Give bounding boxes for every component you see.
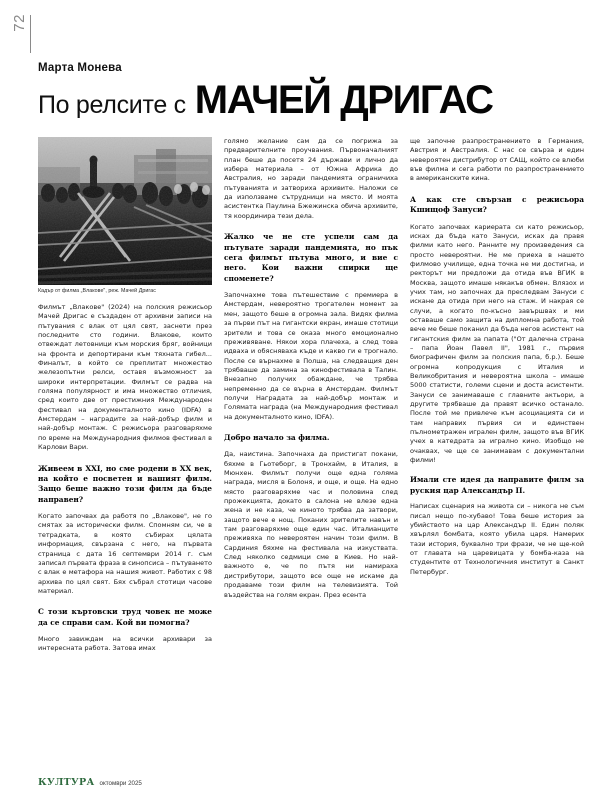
question-3: Жалко че не сте успели сам да пътувате заради пандемията, но пък сега филмът пътува много, и вие с него. Кои важни спирки ще споменете?: [224, 232, 398, 283]
question-1: Живеем в XXI, но сме родени в XX век, на който е посветен и вашият филм. Защо беше важно този филм да бъде направен?: [38, 463, 212, 504]
question-6: Имали сте идея да направите филм за руския цар Александър II.: [410, 475, 584, 495]
paragraph-continued-1: голямо желание сам да се погрижа за предварителните проучвания. Първоначалният план беше да посетя 24 държави и лично да избера материала – от Южна Африка до Австралия, но заради пандемията ограничиха пътуванията и затвориха архивите. Наложи се да използваме сътрудници на място. И моята асистентка Паулина Бжежинска обича архивите, тя координира тези дела.: [224, 137, 398, 220]
answer-2: Много завиждам на всички архивари за интересната работа. Затова имах: [38, 635, 212, 653]
article-photo: [38, 137, 212, 285]
folio: [12, 14, 31, 53]
folio-divider: [30, 15, 31, 53]
question-2: С този къртовски труд човек не може да се справи сам. Кой ви помогна?: [38, 607, 212, 627]
column-3: [410, 137, 584, 769]
footer: [38, 777, 142, 788]
question-4: Добро начало за филма.: [224, 432, 330, 442]
answer-4: Да, наистина. Започнаха да пристигат покани, бяхме в Гьотеборг, в Тронхайм, в Италия, в Мюнхен. Филмът получи още една голяма награда, мисля в Болоня, и още, и още. На едно място разговаряхме час и половина след прожекцията, докато в салона не влезе една жена и не каза, че киното трябва да затвори, защото вече е нощ. Поканих зрителите навън и там разговаряхме още един час. Италианците преживяха по невероятен начин този филм. В Сардиния бяхме на фестивала на изкуствата. След няколко седмици сме в Киев. Но най-важното е, че по пътя ни намираха дистрибутори, защото все още не искаме да продаваме този филм на телевизията. Той въздейства на голям екран. През есента: [224, 450, 398, 599]
answer-1: Когато започвах да работя по „Влакове", не го смятах за исторически филм. Спомням си, че в тетрадката, в която събирах цялата информация, свързана с него, на първата страница с дата 16 септември 2014 г. съм записал първата фраза в синопсиса – пътуването с влак е метафора на нашия живот. Работих с 98 архива по цял свят. Бях събрал стотици часове материал.: [38, 512, 212, 595]
question-5: А как сте свързан с режисьора Кшищоф Зануси?: [410, 194, 584, 215]
page-number: 72: [11, 14, 28, 32]
headline-prefix: По релсите с: [38, 91, 186, 119]
page-title: [38, 78, 594, 122]
paragraph-continued-2: ще започне разпространението в Германия, Австрия и Австралия. С нас се свърза и един невероятен дистрибутор от САЩ, който се влюби във филма и сега работи по разпространението в американските кина.: [410, 137, 584, 183]
magazine-logo: КУЛТУРА: [38, 777, 95, 788]
issue-date: октомври 2025: [99, 780, 142, 787]
author-byline: Марта Монева: [38, 62, 122, 74]
paragraph-intro: Филмът „Влакове" (2024) на полския режисьор Мачей Дригас е създаден от архивни записи на пътувания с влак от цял свят, заснети през последните сто години. Влакове, които отвеждат летовници към морския бряг, войници на фронта и депортирани към тяхната гибел... Финалът, в който се преплитат множество железопътни релси, оставя възможност за широки интерпретации. Филмът се радва на голяма популярност и има множество отличия, сред които две от престижния Международен фестивал на документалното кино (IDFA) в Амстердам – наградите за най-добър филм и най-добър монтаж. С режисьора разговаряхме по време на Международния филмов фестивал в Карлови Вари.: [38, 303, 212, 452]
column-1: [38, 137, 212, 769]
column-2: [224, 137, 398, 769]
answer-3: Започнахме това пътешествие с премиера в Амстердам, невероятно трогателен момент за мен, защото беше в огромна зала. Видях филма за първи път на гигантски екран, имаше стотици зрители и това се оказа много емоционално преживяване. Някои хора плачеха, а след това идваха и обясняваха къде и какво ги е трогнало. После се върнахме в Полша, на следващия ден трябваше да замина за кинофестивала в Талин. Внезапно получих обаждане, че трябва непременно да се върна в Амстердам. Филмът получи Наградата за най-добър монтаж и Голямата награда (на Международния фестивал на документалното кино, IDFA).: [224, 291, 398, 421]
headline-subject: МАЧЕЙ ДРИГАС: [194, 78, 493, 122]
photo-caption: Кадър от филма „Влакове", реж. Мачей Дригас: [38, 288, 156, 294]
photo-graphic: [38, 137, 212, 285]
article-columns: [38, 137, 584, 769]
answer-5: Когато започвах кариерата си като режисьор, исках да бъда като Зануси, исках да правя филми като него. Ранните му произведения са просто невероятни. Не ме приеха в нашето филмово училище, една точка не ми достигна, и ректорът ми предложи да отида във ВГИК в Москва, защото имаше някакъв обмен. Влязох и учих там, но започнах да преследвам Зануси с искане да отида при него на стаж. И накрая се случи, а когато по-късно завършвах и ми оставаше само защита на дипломна работа, той вече ме беше поканил да бъда негов асистент на гигантския филм за папата ("От далечна страна – папа Йоан Павел II", 1981 г., първия биографичен филм за полския папа, б.р.). Беше огромна копродукция с Италия и Великобритания и невероятна школа – имаше 5000 статисти, големи сцени и доста асистенти. Зануси се занимаваше с главните актьори, а другите трябваше да правят всичко останало. После той ме привлече към асоциацията си и там направих първия си и единствен пълнометражен игрален филм, защото във ВГИК учех в катедрата за игрално кино. Изобщо не очаквах, че ще се занимавам с документални филми!: [410, 222, 584, 465]
answer-6: Написах сценария на живота си – никога не съм писал нещо по-хубаво! Това беше история за убийството на цар Александър II. Един поляк хвърлял бомбата, която убила царя. Намерих тази история, буквално три фрази, че не ще-кой от главата на царевицата у бомба-каза на студентите от Технологичния институт в Санкт Петербург.: [410, 502, 584, 576]
masthead: [38, 62, 594, 120]
